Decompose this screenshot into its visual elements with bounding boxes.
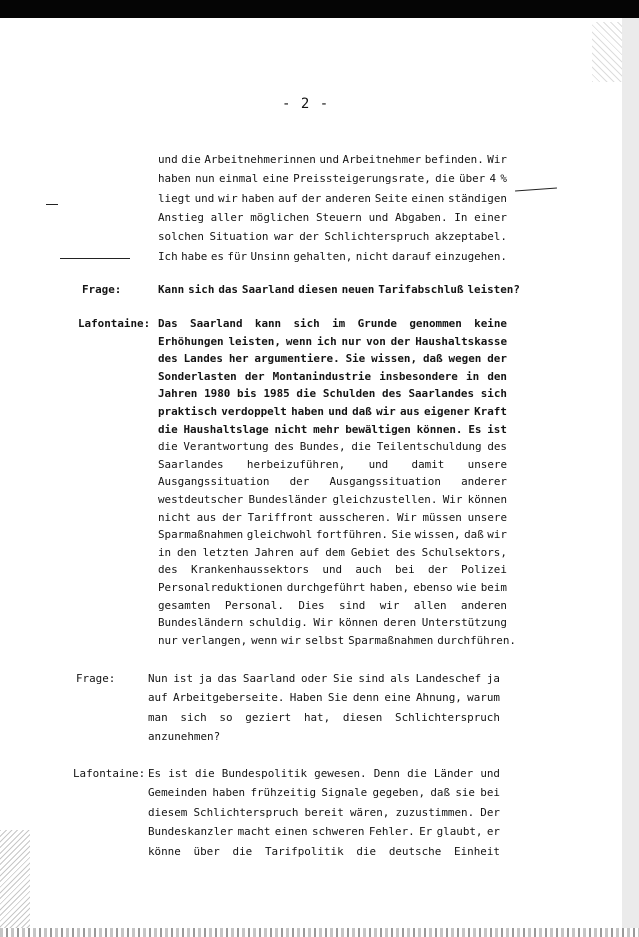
q1-text-line: Kann sich das Saarland diesen neuen Tarifabschluß leisten?: [158, 283, 520, 296]
scan-corner-noise: [592, 22, 622, 82]
question-2-speaker: Frage:: [76, 672, 116, 685]
a1-text-line: Saarlandes herbeizuführen, und damit unsere: [158, 457, 507, 471]
a1-text-line: Sparmaßnahmen gleichwohl fortführen. Sie wissen, daß wir: [158, 528, 507, 542]
a1-text-line: Sonderlasten der Montanindustrie insbesondere in den: [158, 369, 507, 383]
a1-text-line: westdeutscher Bundesländer gleichzustellen. Wir können: [158, 493, 507, 506]
a2-text-line: könne über die Tarifpolitik die deutsche Einheit: [148, 844, 500, 858]
a1-text-line: Personalreduktionen durchgeführt haben, ebenso wie beim: [158, 581, 507, 594]
a1-text-line: Erhöhungen leisten, wenn ich nur von der Haushaltskasse: [158, 334, 507, 348]
block1-text-line: solchen Situation war der Schlichterspruch akzeptabel.: [158, 230, 507, 244]
page-number: - 2 -: [282, 96, 330, 112]
question-1-speaker: Frage:: [82, 283, 122, 296]
a2-text-line: Bundeskanzler macht einen schweren Fehler. Er glaubt, er: [148, 825, 500, 839]
a1-text-line: Bundesländern schuldig. Wir können deren Unterstützung: [158, 616, 507, 630]
a1-text-line: nur verlangen, wenn wir selbst Sparmaßnahmen durchführen.: [158, 633, 516, 647]
q2-text-line: man sich so geziert hat, diesen Schlichterspruch: [148, 710, 500, 724]
a1-text-line: Ausgangssituation der Ausgangssituation anderer: [158, 475, 507, 489]
block1-text-line: liegt und wir haben auf der anderen Seite einen ständigen: [158, 191, 507, 205]
a1-text-line: die Verantwortung des Bundes, die Teilentschuldung des: [158, 440, 507, 454]
underline-mark: [515, 188, 557, 192]
block1-text-line: haben nun einmal eine Preissteigerungsrate, die über 4 %: [158, 172, 507, 186]
answer-2-speaker: Lafontaine:: [73, 767, 146, 780]
block1-text-line: und die Arbeitnehmerinnen und Arbeitnehmer befinden. Wir: [158, 153, 507, 166]
a2-text-line: diesem Schlichterspruch bereit wären, zuzustimmen. Der: [148, 805, 500, 819]
scan-right-edge: [622, 18, 639, 928]
q2-text-line: Nun ist ja das Saarland oder Sie sind als Landeschef ja: [148, 672, 500, 685]
q2-text-line: anzunehmen?: [148, 730, 221, 744]
a1-text-line: praktisch verdoppelt haben und daß wir aus eigener Kraft: [158, 405, 507, 418]
underline-mark: [46, 204, 58, 205]
a2-text-line: Es ist die Bundespolitik gewesen. Denn die Länder und: [148, 767, 500, 780]
a1-text-line: in den letzten Jahren auf dem Gebiet des Schulsektors,: [158, 545, 507, 559]
underline-mark: [60, 258, 130, 259]
a2-text-line: Gemeinden haben frühzeitig Signale gegeben, daß sie bei: [148, 786, 500, 800]
scan-top-border: [0, 0, 639, 18]
a1-text-line: nicht aus der Tariffront ausscheren. Wir müssen unsere: [158, 510, 507, 524]
a1-text-line: die Haushaltslage nicht mehr bewältigen können. Es ist: [158, 422, 507, 436]
a1-text-line: Jahren 1980 bis 1985 die Schulden des Saarlandes sich: [158, 387, 507, 401]
a1-text-line: Das Saarland kann sich im Grunde genommen keine: [158, 317, 507, 330]
a1-text-line: gesamten Personal. Dies sind wir allen anderen: [158, 598, 507, 612]
a1-text-line: des Krankenhaussektors und auch bei der Polizei: [158, 563, 507, 577]
a1-text-line: des Landes her argumentiere. Sie wissen, daß wegen der: [158, 352, 507, 366]
block1-text-line: Anstieg aller möglichen Steuern und Abgaben. In einer: [158, 210, 507, 224]
answer-1-speaker: Lafontaine:: [78, 317, 151, 330]
block1-text-line: Ich habe es für Unsinn gehalten, nicht darauf einzugehen.: [158, 249, 507, 263]
q2-text-line: auf Arbeitgeberseite. Haben Sie denn eine Ahnung, warum: [148, 691, 500, 705]
scan-left-noise: [0, 830, 30, 928]
scan-bottom-edge: [0, 928, 639, 937]
